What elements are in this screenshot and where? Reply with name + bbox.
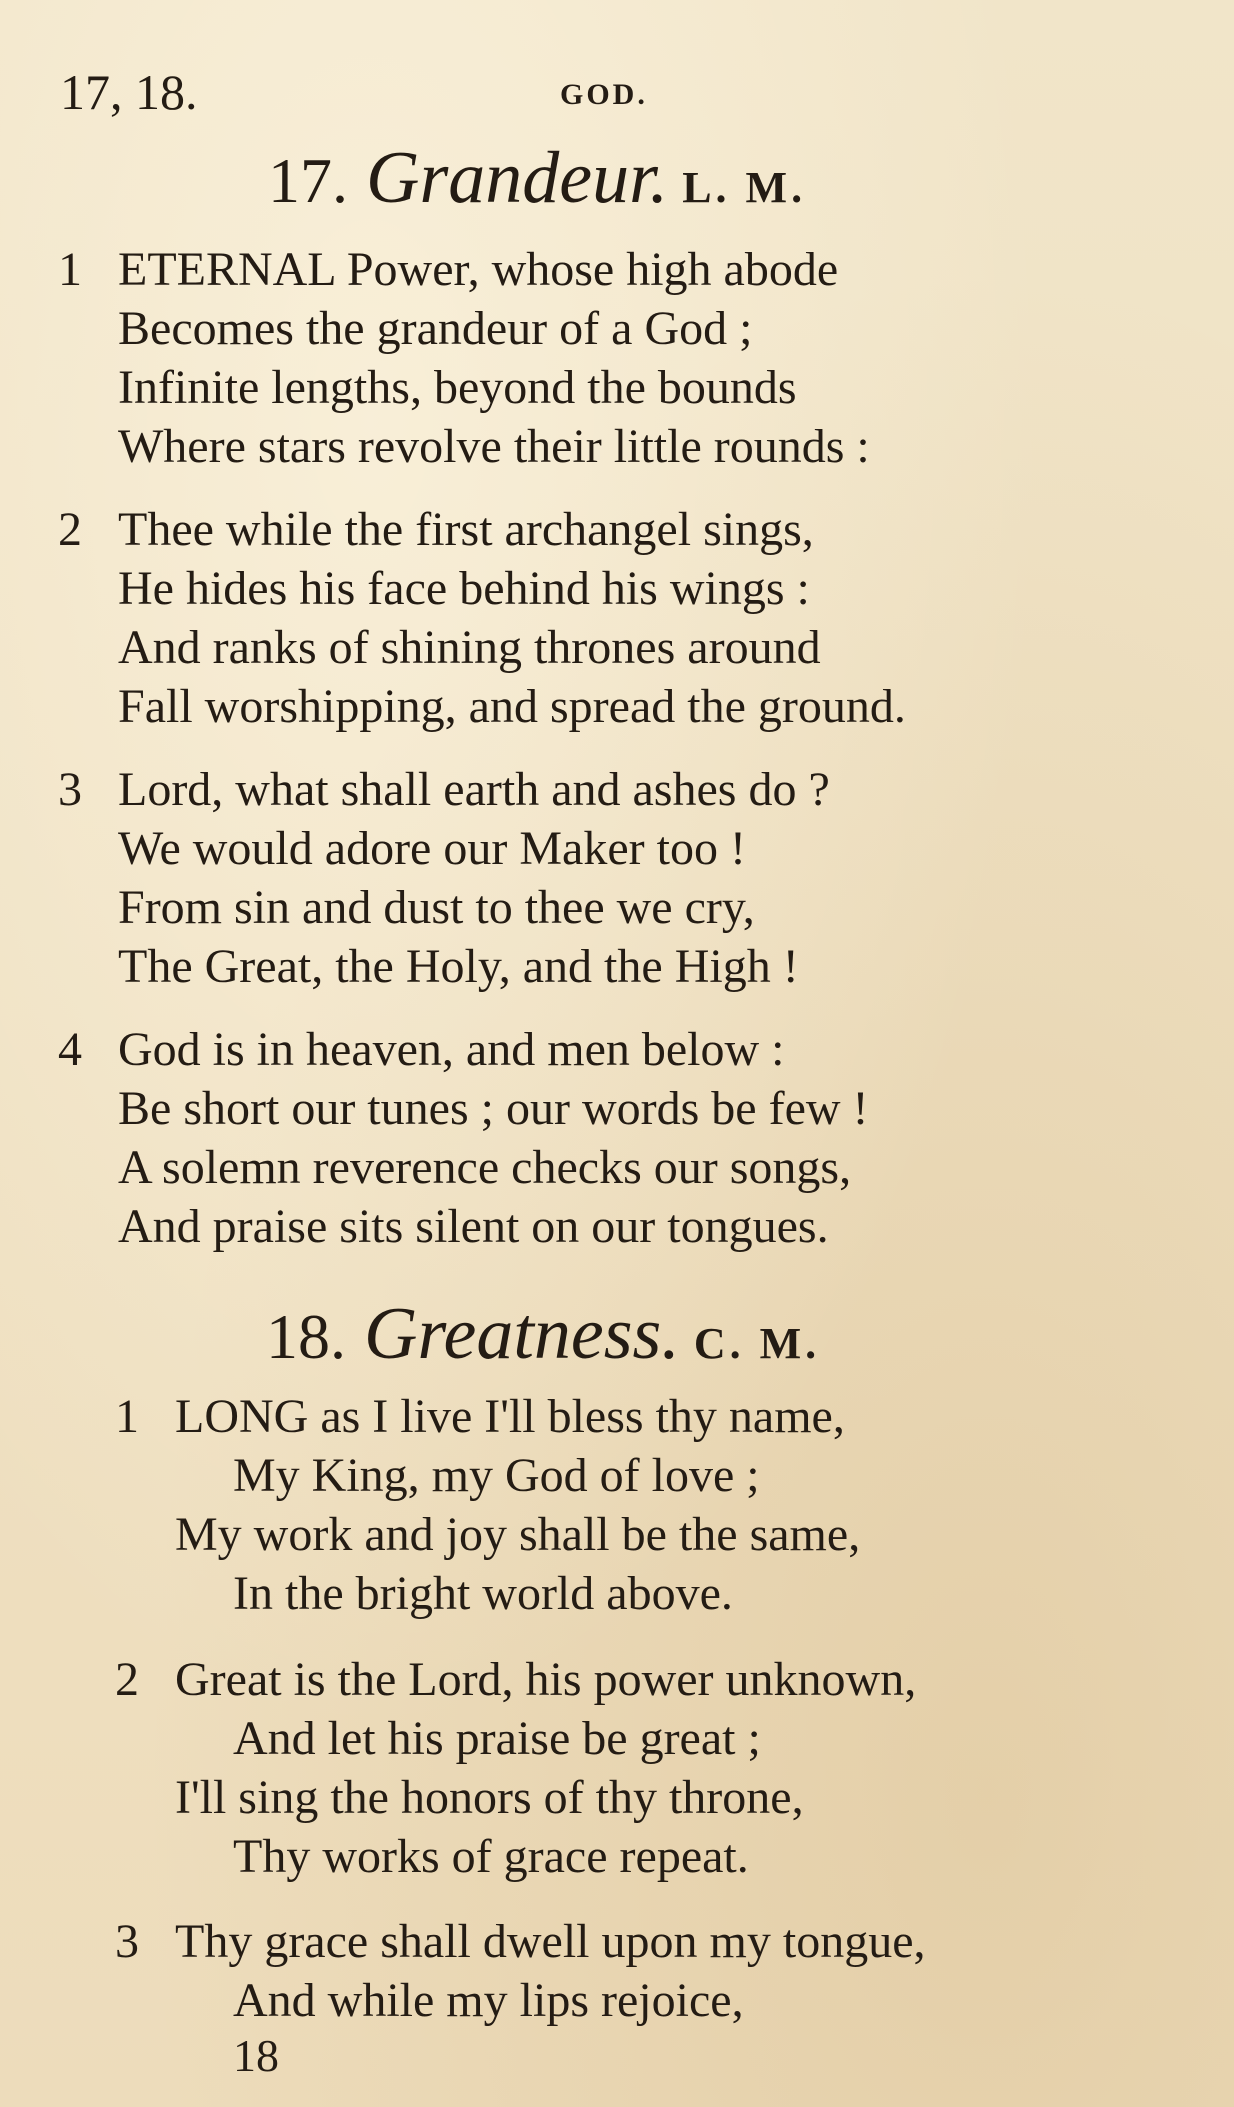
verse-line: Infinite lengths, beyond the bounds xyxy=(118,361,797,414)
verse-line: My King, my God of love ; xyxy=(233,1449,760,1502)
hymn-number: 17. xyxy=(268,145,348,216)
verse-line: Thy grace shall dwell upon my tongue, xyxy=(175,1915,926,1968)
running-head xyxy=(0,62,1234,122)
section-title: GOD. xyxy=(560,78,648,111)
hymn-name: Grandeur. xyxy=(366,137,669,219)
printer-signature-mark: 18 xyxy=(233,2030,279,2081)
verse-line: And praise sits silent on our tongues. xyxy=(118,1200,829,1253)
verse-line: Becomes the grandeur of a God ; xyxy=(118,302,753,355)
verse-line: Be short our tunes ; our words be few ! xyxy=(118,1082,869,1135)
hymn-17-title xyxy=(268,138,806,228)
verse-line: Thy works of grace repeat. xyxy=(233,1830,749,1883)
verse-number: 4 xyxy=(58,1023,82,1076)
verse-line: In the bright world above. xyxy=(233,1567,733,1620)
verse-number: 3 xyxy=(58,763,82,816)
hymn-17-verse-1 xyxy=(58,240,870,476)
hymn-meter: C. M. xyxy=(693,1319,821,1368)
verse-line: And let his praise be great ; xyxy=(233,1712,761,1765)
hymn-17-verse-3 xyxy=(58,760,830,996)
hymn-17-verse-4 xyxy=(58,1020,869,1256)
hymn-name: Greatness. xyxy=(364,1293,680,1375)
verse-number: 1 xyxy=(115,1390,139,1443)
verse-line: We would adore our Maker too ! xyxy=(118,822,746,875)
verse-line: I'll sing the honors of thy throne, xyxy=(175,1771,804,1824)
verse-line: Fall worshipping, and spread the ground. xyxy=(118,680,906,733)
verse-line: And while my lips rejoice, xyxy=(233,1974,744,2027)
verse-line: The Great, the Holy, and the High ! xyxy=(118,940,799,993)
hymn-17-verse-2 xyxy=(58,500,906,736)
verse-line: LONG as I live I'll bless thy name, xyxy=(175,1390,845,1443)
verse-number: 2 xyxy=(58,503,82,556)
hymn-18-verse-2 xyxy=(115,1650,916,1886)
verse-number: 2 xyxy=(115,1653,139,1706)
verse-line: From sin and dust to thee we cry, xyxy=(118,881,755,934)
verse-line: And ranks of shining thrones around xyxy=(118,621,821,674)
hymn-18-verse-3 xyxy=(115,1912,926,2030)
page-hymn-numbers: 17, 18. xyxy=(60,64,198,120)
verse-line: Thee while the first archangel sings, xyxy=(118,503,814,556)
verse-line: ETERNAL Power, whose high abode xyxy=(118,243,839,296)
verse-number: 1 xyxy=(58,243,82,296)
verse-line: My work and joy shall be the same, xyxy=(175,1508,861,1561)
verse-number: 3 xyxy=(115,1915,139,1968)
verse-line: He hides his face behind his wings : xyxy=(118,562,810,615)
verse-line: A solemn reverence checks our songs, xyxy=(118,1141,852,1194)
verse-line: Lord, what shall earth and ashes do ? xyxy=(118,763,830,816)
verse-line: God is in heaven, and men below : xyxy=(118,1023,785,1076)
hymn-18-title xyxy=(266,1294,820,1384)
verse-line: Where stars revolve their little rounds : xyxy=(118,420,870,473)
hymn-meter: L. M. xyxy=(682,163,807,212)
hymn-number: 18. xyxy=(266,1301,346,1372)
verse-line: Great is the Lord, his power unknown, xyxy=(175,1653,917,1706)
hymn-18-verse-1 xyxy=(115,1387,860,1623)
